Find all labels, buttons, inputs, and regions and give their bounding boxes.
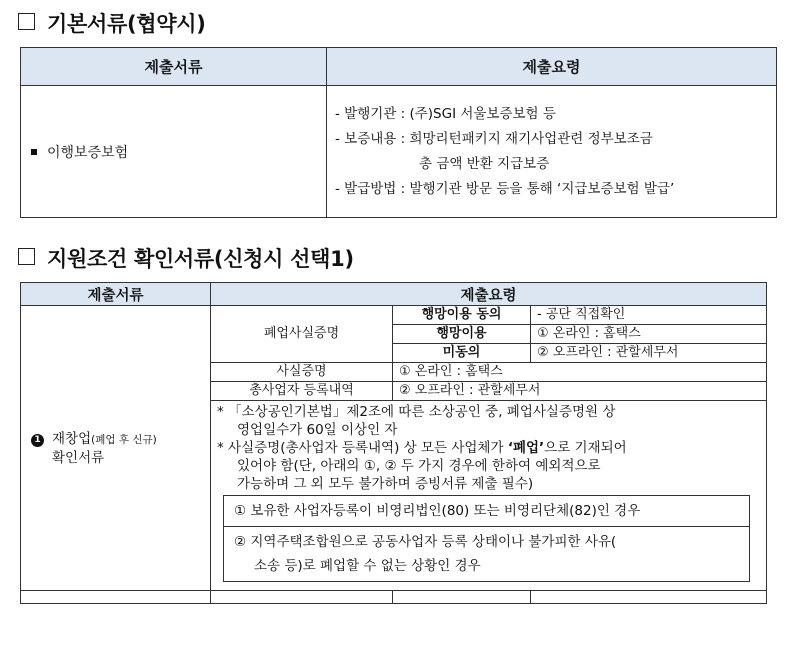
notes-cell [211,401,767,591]
instruction-line: 총 금액 반환 지급보증 [419,155,550,172]
table-row [21,591,767,604]
note-line: 가능하며 그 외 모두 불가하며 증빙서류 제출 필수) [237,476,534,492]
document-label-main: 재창업 [52,430,92,447]
exception-item: ① 보유한 사업자등록이 비영리법인(80) 또는 비영리단체(82)인 경우 [234,503,641,519]
document-label-small: (폐업 후 신규) [91,433,157,446]
header-instructions: 제출요령 [211,283,767,306]
header-instructions: 제출요령 [327,48,777,86]
consent-cell: 행망이용 동의 [393,306,531,325]
header-documents: 제출서류 [21,283,211,306]
square-bullet-icon [31,149,37,155]
basic-documents-table [20,47,777,218]
note-line: 영업일수가 60일 이상인 자 [237,422,398,438]
empty-cell [393,591,531,604]
support-condition-table [20,282,767,604]
instructions-cell [327,86,777,218]
table-row [21,86,777,218]
section2-heading [18,243,354,273]
exceptions-box [223,495,750,582]
nonconsent-cell-2: 미동의 [393,344,531,363]
nonconsent-offline-cell: ② 오프라인 : 관할세무서 [531,344,767,363]
header-documents: 제출서류 [21,48,327,86]
instruction-line: - 발행기관 : (주)SGI 서울보증보험 등 [335,105,556,122]
number-one-icon: 1 [31,434,44,447]
nonconsent-online-cell: ① 온라인 : 홈택스 [531,325,767,344]
note-text: 으로 기재되어 [544,440,627,456]
checkbox-square-icon [18,13,35,30]
note-text: * 사실증명(총사업자 등록내역) 상 모든 사업체가 [217,440,508,456]
fact-offline-cell: ② 오프라인 : 관할세무서 [393,382,767,401]
empty-cell [21,591,211,604]
table-header-row [21,283,767,306]
section1-heading [18,8,206,38]
checkbox-square-icon [18,248,35,265]
nonconsent-cell-1: 행망이용 [393,325,531,344]
fact-cert-cell: 사실증명 [211,363,393,382]
closure-emphasis: ‘폐업’ [507,440,545,456]
section1-title: 기본서류(협약시) [47,12,206,36]
consent-desc-cell: - 공단 직접확인 [531,306,767,325]
fact-online-cell: ① 온라인 : 홈택스 [393,363,767,382]
section2-title: 지원조건 확인서류(신청시 선택1) [47,247,354,271]
document-cell [21,86,327,218]
instruction-line: - 발급방법 : 발행기관 방문 등을 통해 ‘지급보증보험 발급’ [335,180,675,197]
note-line: * 「소상공인기본법」제2조에 따른 소상공인 중, 폐업사실증명원 상 [217,404,616,420]
closure-cert-cell: 폐업사실증명 [211,306,393,363]
exception-item [224,526,749,581]
exception-text: ② 지역주택조합원으로 공동사업자 등록 상태이나 불가피한 사유( [234,534,617,550]
document-name: 이행보증보험 [47,144,129,161]
exception-text: 소송 등)로 폐업할 수 없는 상황인 경우 [254,558,481,574]
note-line: 있어야 함(단, 아래의 ①, ② 두 가지 경우에 한하여 예외적으로 [237,458,601,474]
document-cell [21,306,211,591]
empty-cell [211,591,393,604]
note-line [217,439,760,457]
empty-cell [531,591,767,604]
instruction-line: - 보증내용 : 희망리턴패키지 재기사업관련 정부보조금 [335,130,653,147]
document-label-line2: 확인서류 [52,449,105,466]
total-business-cell: 총사업자 등록내역 [211,382,393,401]
table-header-row [21,48,777,86]
table-row [21,306,767,325]
